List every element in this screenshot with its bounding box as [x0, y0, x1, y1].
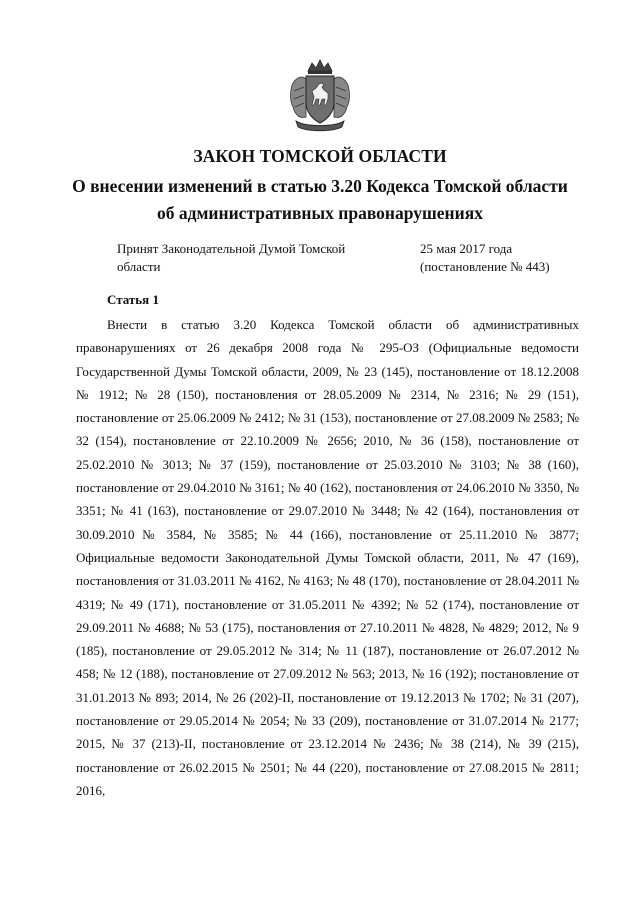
article-body-text: Внести в статью 3.20 Кодекса Томской области об административных правонарушениях от 26 декабря 2008 года № 295-ОЗ (Официальные ведомости Государственной Думы Томской области, 2009, № 23 (145), постановление от 18.12.2008 № 1912; № 28 (150), постановления от 28.05.2009 № 2314, № 2316; № 29 (151), постановление от 25.06.2009 № 2412; № 31 (153), постановление от 27.08.2009 № 2583; № 32 (154), постановление от 22.10.2009 № 2656; 2010, № 36 (158), постановление от 25.02.2010 № 3013; № 37 (159), постановление от 25.03.2010 № 3103; № 38 (160), постановление от 29.04.2010 № 3161; № 40 (162), постановления от 24.06.2010 № 3350, № 3351; № 41 (163), постановление от 29.07.2010 № 3448; № 42 (164), постановления от 30.09.2010 № 3584, № 3585; № 44 (166), постановление от 25.11.2010 № 3877; Официальные ведомости Законодательной Думы Томской области, 2011, № 47 (169), постановления от 31.03.2011 № 4162, № 4163; № 48 (170), постановление от 28.04.2011 № 4319; № 49 (171), постановление от 31.05.2011 № 4392; № 52 (174), постановление от 29.09.2011 № 4688; № 53 (175), постановления от 27.10.2011 № 4828, № 4829; 2012, № 9 (185), постановление от 29.05.2012 № 314; № 11 (187), постановление от 26.07.2012 № 458; № 12 (188), постановление от 27.09.2012 № 563; 2013, № 16 (192); постановление от 31.01.2013 № 893; 2014, № 26 (202)-II, постановление от 19.12.2013 № 1702; № 31 (207), постановление от 29.05.2014 № 2054; № 33 (209), постановление от 31.07.2014 № 2177; 2015, № 37 (213)-II, постановление от 23.12.2014 № 2436; № 38 (214), № 39 (215), постановление от 26.02.2015 № 2501; № 44 (220), постановление от 27.08.2015 № 2811; 2016, [76, 317, 579, 798]
article-heading: Статья 1 [107, 292, 159, 307]
adoption-info [420, 240, 600, 276]
law-subtitle: О внесении изменений в статью 3.20 Кодекса Томской области об административных правонарушениях [72, 176, 568, 223]
coat-of-arms-icon [288, 57, 352, 133]
law-title: ЗАКОН ТОМСКОЙ ОБЛАСТИ [193, 146, 447, 166]
resolution-number: (постановление № 443) [420, 259, 550, 274]
adoption-date: 25 мая 2017 года [420, 241, 513, 256]
adopted-by: Принят Законодательной Думой Томской области [117, 241, 346, 274]
